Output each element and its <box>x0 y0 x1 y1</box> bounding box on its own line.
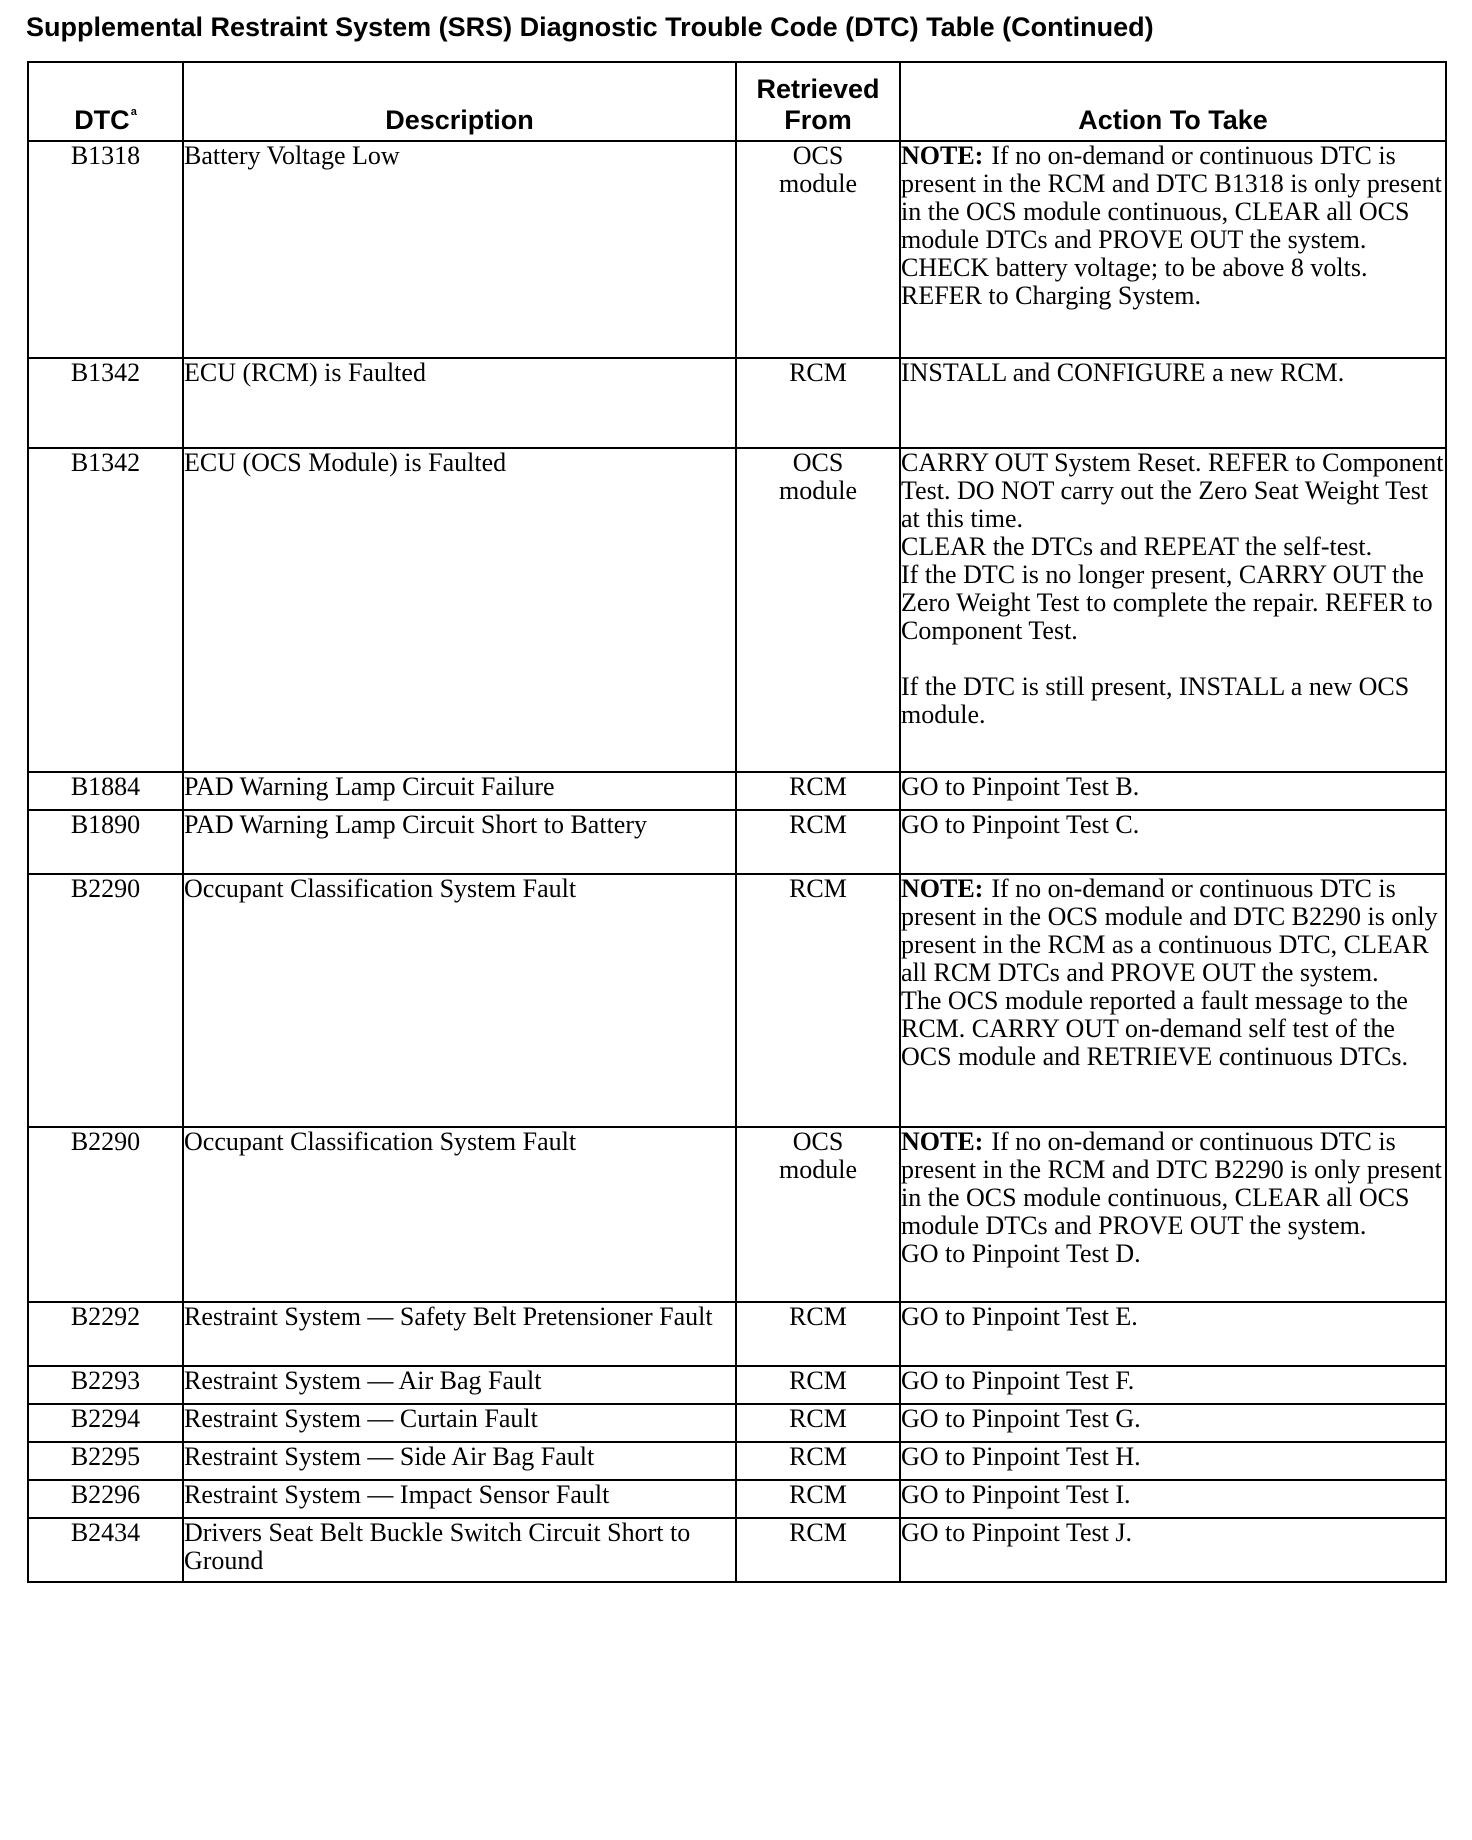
cell-action <box>900 1518 1446 1582</box>
table-body <box>28 141 1446 1582</box>
action-text: GO to Pinpoint Test E. <box>901 1302 1138 1331</box>
cell-dtc-code: B2296 <box>28 1480 183 1518</box>
retrieved-from-line: OCS <box>792 448 844 477</box>
cell-action <box>900 1127 1446 1302</box>
cell-retrieved-from <box>736 448 900 772</box>
action-text: GO to Pinpoint Test H. <box>901 1442 1141 1471</box>
action-text: GO to Pinpoint Test G. <box>901 1404 1141 1433</box>
action-paragraph <box>901 1443 1445 1471</box>
cell-action <box>900 141 1446 358</box>
action-text: GO to Pinpoint Test B. <box>901 772 1140 801</box>
header-retrieved-line2: From <box>784 105 852 135</box>
cell-action <box>900 810 1446 874</box>
cell-dtc-code: B2294 <box>28 1404 183 1442</box>
cell-dtc-code: B1342 <box>28 358 183 448</box>
action-paragraph <box>901 1367 1445 1395</box>
action-text: If the DTC is no longer present, CARRY OUT the Zero Weight Test to complete the repair. REFER to Component Test. <box>901 560 1433 645</box>
cell-description: Restraint System — Safety Belt Pretensioner Fault <box>183 1302 736 1366</box>
retrieved-from-line: RCM <box>789 810 847 839</box>
action-paragraph <box>901 142 1445 254</box>
cell-action <box>900 358 1446 448</box>
table-row <box>28 1518 1446 1582</box>
retrieved-from-line: module <box>779 169 857 198</box>
action-paragraph <box>901 533 1445 561</box>
cell-dtc-code: B2293 <box>28 1366 183 1404</box>
cell-description: Occupant Classification System Fault <box>183 874 736 1127</box>
table-row <box>28 810 1446 874</box>
retrieved-from-line: OCS <box>792 141 844 170</box>
action-paragraph <box>901 987 1445 1071</box>
retrieved-from-line: RCM <box>789 874 847 903</box>
cell-dtc-code: B2292 <box>28 1302 183 1366</box>
cell-retrieved-from <box>736 1127 900 1302</box>
cell-retrieved-from <box>736 772 900 810</box>
header-dtc-footnote: a <box>130 106 137 118</box>
cell-dtc-code: B1318 <box>28 141 183 358</box>
action-paragraph <box>901 1481 1445 1509</box>
retrieved-from-line: RCM <box>789 1442 847 1471</box>
action-text: GO to Pinpoint Test I. <box>901 1480 1131 1509</box>
table-row <box>28 1302 1446 1366</box>
retrieved-from-line: module <box>779 1155 857 1184</box>
retrieved-from-line: module <box>779 476 857 505</box>
action-paragraph <box>901 449 1445 533</box>
cell-description: ECU (OCS Module) is Faulted <box>183 448 736 772</box>
note-label: NOTE: <box>901 141 984 170</box>
cell-action <box>900 1366 1446 1404</box>
cell-dtc-code: B2290 <box>28 1127 183 1302</box>
retrieved-from-line: OCS <box>792 1127 844 1156</box>
retrieved-from-line: RCM <box>789 1480 847 1509</box>
cell-action <box>900 874 1446 1127</box>
table-row <box>28 874 1446 1127</box>
table-row <box>28 1366 1446 1404</box>
cell-retrieved-from <box>736 1480 900 1518</box>
action-paragraph <box>901 1519 1445 1547</box>
action-paragraph <box>901 254 1445 310</box>
cell-description: Drivers Seat Belt Buckle Switch Circuit Short to Ground <box>183 1518 736 1582</box>
table-row <box>28 1442 1446 1480</box>
cell-action <box>900 1404 1446 1442</box>
cell-dtc-code: B2434 <box>28 1518 183 1582</box>
action-paragraph <box>901 1405 1445 1433</box>
table-row <box>28 358 1446 448</box>
cell-retrieved-from <box>736 1302 900 1366</box>
table-row <box>28 448 1446 772</box>
action-paragraph <box>901 673 1445 729</box>
header-retrieved-line1: Retrieved <box>756 74 880 104</box>
cell-action <box>900 1302 1446 1366</box>
cell-retrieved-from <box>736 810 900 874</box>
action-text: GO to Pinpoint Test C. <box>901 810 1140 839</box>
cell-retrieved-from <box>736 1404 900 1442</box>
cell-description: Occupant Classification System Fault <box>183 1127 736 1302</box>
retrieved-from-line: RCM <box>789 1404 847 1433</box>
cell-retrieved-from <box>736 1366 900 1404</box>
retrieved-from-line: RCM <box>789 358 847 387</box>
table-row <box>28 772 1446 810</box>
cell-dtc-code: B1890 <box>28 810 183 874</box>
cell-retrieved-from <box>736 1442 900 1480</box>
action-text: The OCS module reported a fault message to the RCM. CARRY OUT on-demand self test of the OCS module and RETRIEVE continuous DTCs. <box>901 986 1408 1071</box>
action-paragraph <box>901 875 1445 987</box>
action-text: CARRY OUT System Reset. REFER to Component Test. DO NOT carry out the Zero Seat Weight Test at this time. <box>901 448 1444 533</box>
action-text: INSTALL and CONFIGURE a new RCM. <box>901 358 1345 387</box>
table-row <box>28 1127 1446 1302</box>
table-row <box>28 141 1446 358</box>
cell-dtc-code: B1342 <box>28 448 183 772</box>
cell-description: PAD Warning Lamp Circuit Failure <box>183 772 736 810</box>
cell-retrieved-from <box>736 1518 900 1582</box>
action-paragraph <box>901 1240 1445 1268</box>
action-paragraph <box>901 773 1445 801</box>
retrieved-from-line: RCM <box>789 1518 847 1547</box>
note-label: NOTE: <box>901 874 984 903</box>
cell-retrieved-from <box>736 358 900 448</box>
header-action: Action To Take <box>900 62 1446 141</box>
cell-action <box>900 448 1446 772</box>
cell-dtc-code: B1884 <box>28 772 183 810</box>
cell-description: Restraint System — Side Air Bag Fault <box>183 1442 736 1480</box>
action-paragraph <box>901 1128 1445 1240</box>
action-text: If no on-demand or continuous DTC is present in the RCM and DTC B2290 is only present in the OCS module continuous, CLEAR all OCS module DTCs and PROVE OUT the system. <box>901 1127 1442 1240</box>
page-title: Supplemental Restraint System (SRS) Diagnostic Trouble Code (DTC) Table (Continued) <box>26 12 1154 42</box>
table-row <box>28 1480 1446 1518</box>
action-text: GO to Pinpoint Test J. <box>901 1518 1133 1547</box>
note-label: NOTE: <box>901 1127 984 1156</box>
table-header-row <box>28 62 1446 141</box>
action-text: GO to Pinpoint Test F. <box>901 1366 1135 1395</box>
cell-retrieved-from <box>736 141 900 358</box>
header-retrieved-from <box>736 62 900 141</box>
cell-action <box>900 1442 1446 1480</box>
header-dtc-label: DTC <box>74 105 130 135</box>
action-text: GO to Pinpoint Test D. <box>901 1239 1141 1268</box>
action-text: If the DTC is still present, INSTALL a new OCS module. <box>901 672 1410 729</box>
retrieved-from-line: RCM <box>789 1366 847 1395</box>
action-paragraph <box>901 1303 1445 1331</box>
cell-dtc-code: B2295 <box>28 1442 183 1480</box>
action-paragraph <box>901 561 1445 645</box>
cell-description: Restraint System — Curtain Fault <box>183 1404 736 1442</box>
action-paragraph <box>901 811 1445 839</box>
dtc-table <box>27 61 1447 1583</box>
cell-dtc-code: B2290 <box>28 874 183 1127</box>
retrieved-from-line: RCM <box>789 1302 847 1331</box>
action-text: If no on-demand or continuous DTC is present in the OCS module and DTC B2290 is only present in the RCM as a continuous DTC, CLEAR all RCM DTCs and PROVE OUT the system. <box>901 874 1438 987</box>
cell-description: Battery Voltage Low <box>183 141 736 358</box>
action-text: CLEAR the DTCs and REPEAT the self-test. <box>901 532 1373 561</box>
header-dtc <box>28 62 183 141</box>
cell-action <box>900 772 1446 810</box>
action-paragraph <box>901 359 1445 387</box>
action-text: CHECK battery voltage; to be above 8 volts. REFER to Charging System. <box>901 253 1368 310</box>
retrieved-from-line: RCM <box>789 772 847 801</box>
cell-description: Restraint System — Air Bag Fault <box>183 1366 736 1404</box>
cell-retrieved-from <box>736 874 900 1127</box>
table-row <box>28 1404 1446 1442</box>
cell-action <box>900 1480 1446 1518</box>
header-description: Description <box>183 62 736 141</box>
cell-description: ECU (RCM) is Faulted <box>183 358 736 448</box>
cell-description: PAD Warning Lamp Circuit Short to Battery <box>183 810 736 874</box>
cell-description: Restraint System — Impact Sensor Fault <box>183 1480 736 1518</box>
action-text: If no on-demand or continuous DTC is present in the RCM and DTC B1318 is only present in the OCS module continuous, CLEAR all OCS module DTCs and PROVE OUT the system. <box>901 141 1442 254</box>
